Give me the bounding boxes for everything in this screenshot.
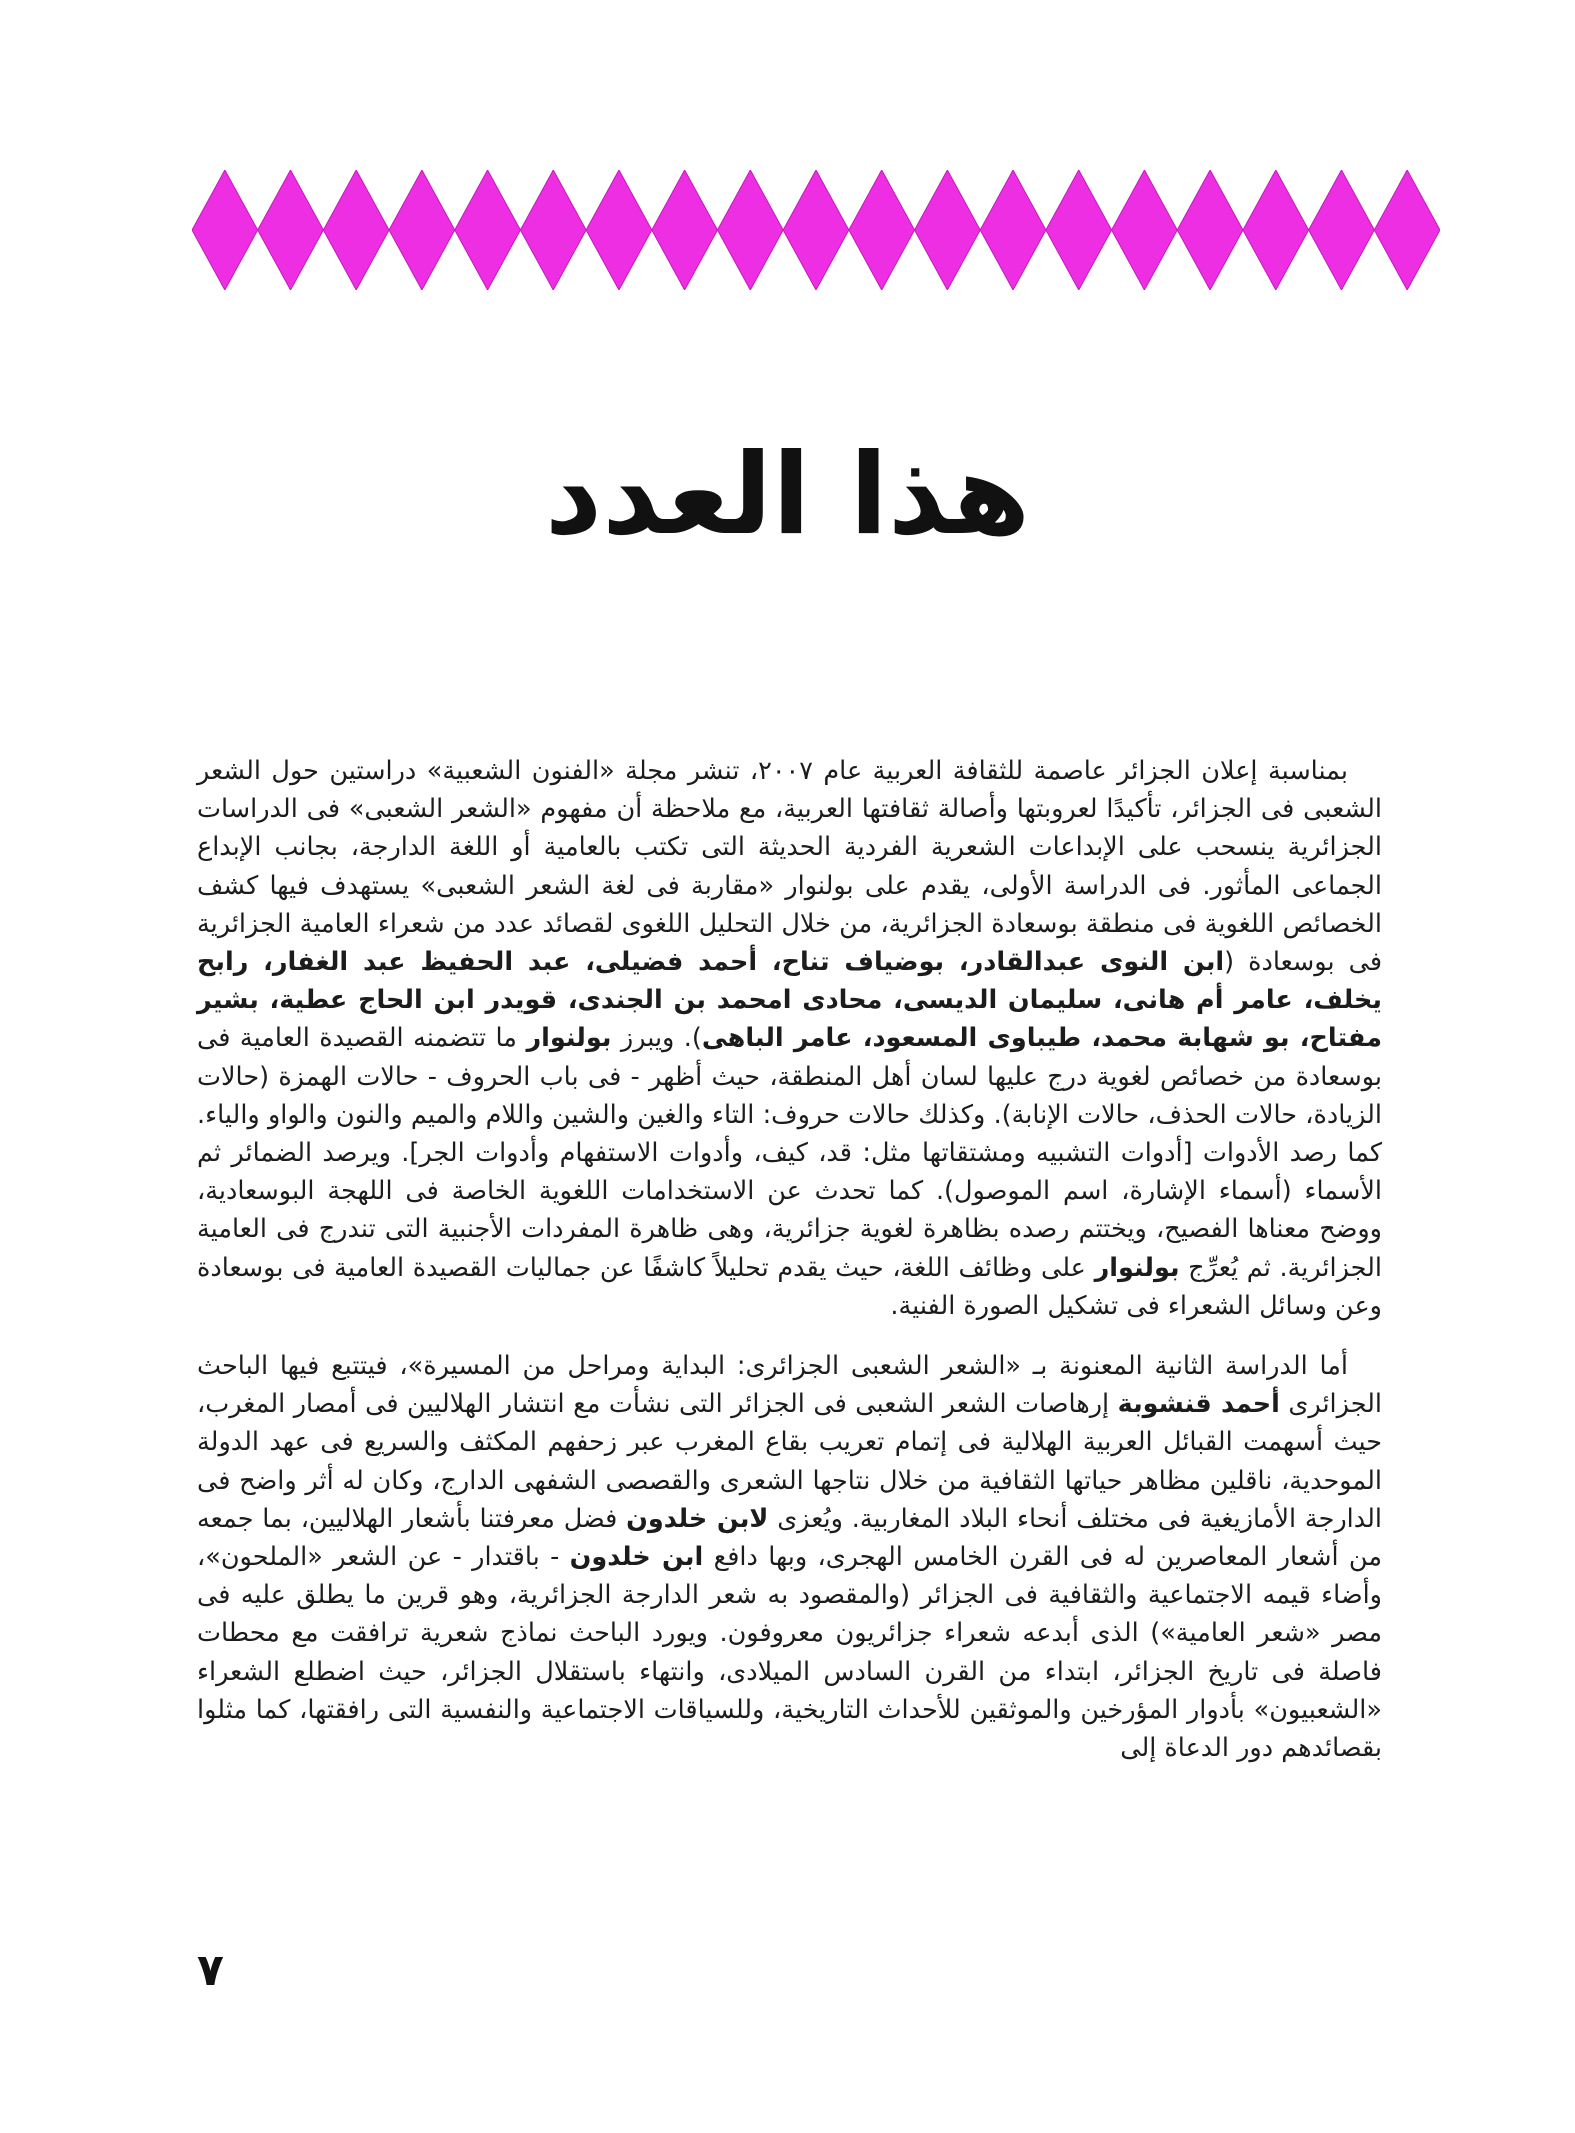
text-run: إرهاصات الشعر الشعبى فى الجزائر التى نشأت مع انتشار الهلاليين فى أمصار المغرب، حيث أسهمت القبائل العربية الهلالية فى إتمام تعريب بقاع المغرب عبر زحفهم المكثف والسريع فى عهد الدولة الموحدية، ناقلين مظاهر حياتها الثقافية من خلال نتاجها الشعرى والقصصى الشفهى الدارج، وكان له أثر واضح فى الدارجة الأمازيغية فى مختلف أنحاء البلاد المغاربية. ويُعزى (197, 1389, 1382, 1534)
bold-name-run: أحمد قنشوبة (1117, 1389, 1280, 1420)
bold-name-run: بولنوار (526, 1023, 612, 1054)
diamond-shape (1309, 170, 1375, 290)
diamond-banner (192, 170, 1440, 290)
diamond-shape (717, 170, 783, 290)
bold-name-run: ابن النوى عبدالقادر، بوضياف تناح، أحمد فضيلى، عبد الحفيظ عبد الغفار، رابح يخلف، عامر أم هانى، سليمان الديسى، محادى امحمد بن الجندى، قويدر ابن الحاج عطية، بشير مفتاح، بو شهابة محمد، طيباوى المسعود، عامر الباهى (197, 947, 1382, 1054)
bold-name-run: لابن خلدون (626, 1503, 769, 1534)
article-body (197, 752, 1382, 1767)
diamond-shape (258, 170, 324, 290)
text-run: فضل معرفتنا بأشعار الهلاليين، بما جمعه من أشعار المعاصرين له فى القرن الخامس الهجرى، وبها دافع (197, 1503, 1383, 1573)
diamond-shape (1177, 170, 1243, 290)
diamond-shape (1046, 170, 1112, 290)
diamond-shape (1374, 170, 1440, 290)
diamond-shape (1112, 170, 1178, 290)
page-number: ٧ (197, 1945, 224, 1996)
diamond-shape (915, 170, 981, 290)
text-run: - باقتدار - عن الشعر «الملحون»، وأضاء قيمه الاجتماعية والثقافية فى الجزائر (والمقصود به شعر الدارجة الجزائرية، وهو قرين ما يطلق عليه فى مصر «شعر العامية») الذى أبدعه شعراء جزائريون معروفون. ويورد الباحث نماذج شعرية ترافقت مع محطات فاصلة فى تاريخ الجزائر، ابتداء من القرن السادس الميلادى، وانتهاء باستقلال الجزائر، حيث اضطلع الشعراء «الشعبيون» بأدوار المؤرخين والموثقين للأحداث التاريخية، وللسياقات الاجتماعية والنفسية التى رافقتها، كما مثلوا بقصائدهم دور الدعاة إلى (197, 1542, 1382, 1764)
article-paragraph (197, 1347, 1382, 1767)
text-run: ما تتضمنه القصيدة العامية فى بوسعادة من خصائص لغوية درج عليها لسان أهل المنطقة، حيث أظهر - فى باب الحروف - حالات الهمزة (حالات الزيادة، حالات الحذف، حالات الإنابة). وكذلك حالات حروف: التاء والغين والشين واللام والميم والنون والواو والياء. كما رصد الأدوات [أدوات التشبيه ومشتقاتها مثل: قد، كيف، وأدوات الاستفهام وأدوات الجر]. ويرصد الضمائر ثم الأسماء (أسماء الإشارة، اسم الموصول). كما تحدث عن الاستخدامات اللغوية الخاصة فى اللهجة البوسعادية، ووضح معناها الفصيح، ويختتم رصده بظاهرة لغوية جزائرية، وهى ظاهرة المفردات الأجنبية التى تندرج فى العامية الجزائرية. ثم يُعرِّج (197, 1023, 1382, 1283)
diamond-shape (192, 170, 258, 290)
diamond-shape (586, 170, 652, 290)
diamond-shape (455, 170, 521, 290)
bold-name-run: بولنوار (1094, 1252, 1180, 1283)
diamond-shape (1243, 170, 1309, 290)
page-title: هذا العدد (544, 430, 1031, 560)
bold-name-run: ابن خلدون (569, 1542, 704, 1573)
text-run: أما الدراسة الثانية المعنونة بـ «الشعر الشعبى الجزائرى: البداية ومراحل من المسيرة»، فيتتبع فيها الباحث الجزائرى (197, 1351, 1383, 1420)
text-run: بمناسبة إعلان الجزائر عاصمة للثقافة العربية عام ٢٠٠٧، تنشر مجلة «الفنون الشعبية» دراستين حول الشعر الشعبى فى الجزائر، تأكيدًا لعروبتها وأصالة ثقافتها العربية، مع ملاحظة أن مفهوم «الشعر الشعبى» فى الدراسات الجزائرية ينسحب على الإبداعات الشعرية الفردية الحديثة التى تكتب بالعامية أو اللغة الدارجة، بجانب الإبداع الجماعى المأثور. فى الدراسة الأولى، يقدم على بولنوار «مقاربة فى لغة الشعر الشعبى» يستهدف فيها كشف الخصائص اللغوية فى منطقة بوسعادة الجزائرية، من خلال التحليل اللغوى لقصائد عدد من شعراء العامية الجزائرية فى بوسعادة ( (197, 756, 1383, 978)
diamond-shape (849, 170, 915, 290)
diamond-shape (652, 170, 718, 290)
diamond-shape (323, 170, 389, 290)
diamond-shape (783, 170, 849, 290)
diamond-shape (520, 170, 586, 290)
diamond-shape (389, 170, 455, 290)
article-paragraph (197, 752, 1382, 1325)
diamond-shape (980, 170, 1046, 290)
text-run: على وظائف اللغة، حيث يقدم تحليلاً كاشفًا عن جماليات القصيدة العامية فى بوسعادة وعن وسائل الشعراء فى تشكيل الصورة الفنية. (197, 1252, 1382, 1321)
text-run: ). ويبرز (611, 1023, 702, 1054)
